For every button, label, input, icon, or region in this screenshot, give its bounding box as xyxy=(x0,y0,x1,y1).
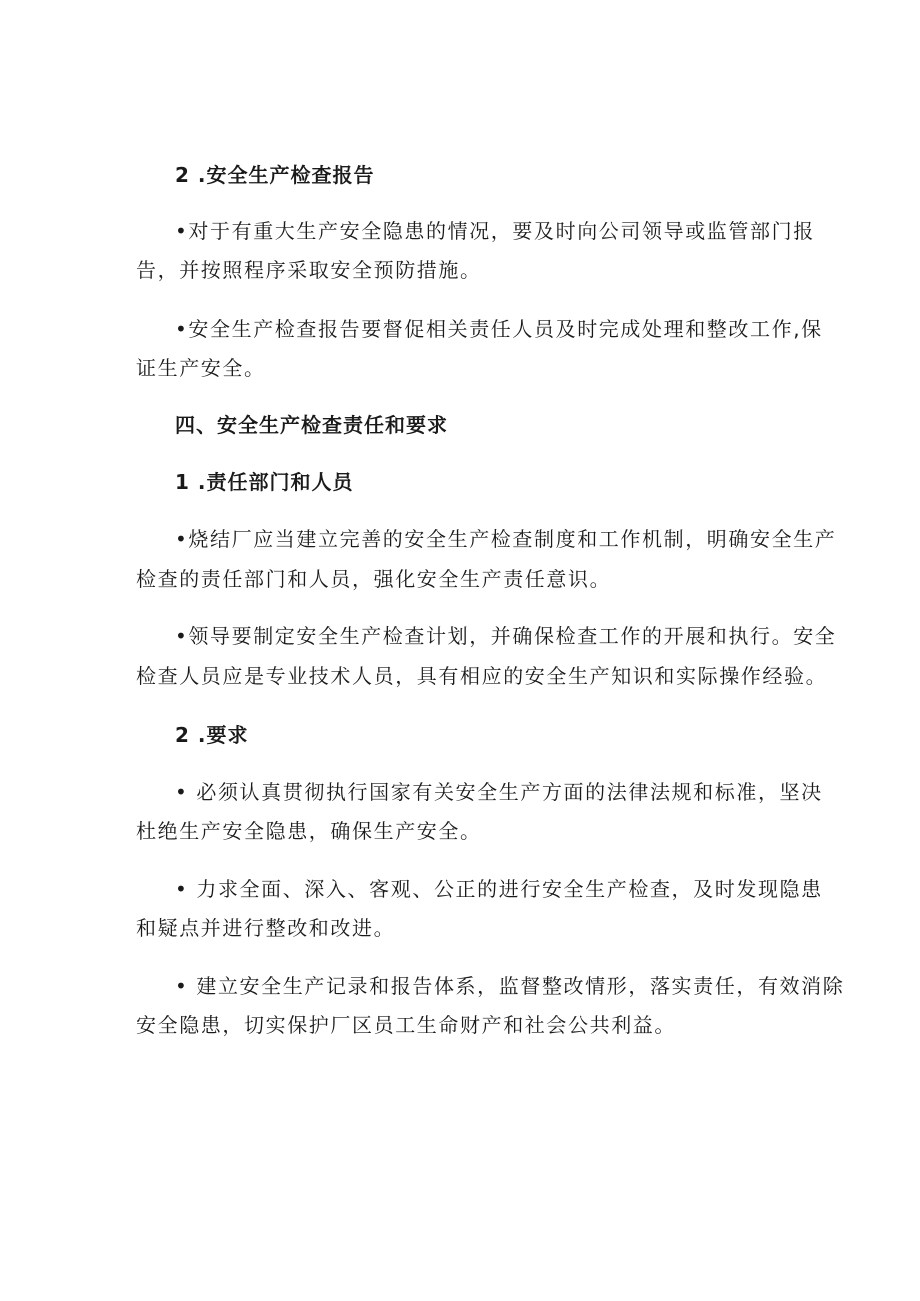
bullet-major-hazard-reporting-line-2: 告，并按照程序采取安全预防措施。 xyxy=(136,258,482,282)
bullet-recording-system-line-2: 安全隐患，切实保护厂区员工生命财产和社会公共利益。 xyxy=(136,1013,676,1037)
subsection-heading-responsible-departments: 1 .责任部门和人员 xyxy=(175,470,354,494)
bullet-major-hazard-reporting-line-1: •对于有重大生产安全隐患的情况，要及时向公司领导或监管部门报 xyxy=(175,219,815,243)
bullet-report-supervision-line-2: 证生产安全。 xyxy=(136,356,266,380)
bullet-comply-with-laws-line-1: • 必须认真贯彻执行国家有关安全生产方面的法律法规和标准，坚决 xyxy=(175,780,823,804)
bullet-inspection-system-line-1: •烧结厂应当建立完善的安全生产检查制度和工作机制，明确安全生产 xyxy=(175,527,837,551)
bullet-inspection-plan-line-1: •领导要制定安全生产检查计划，并确保检查工作的开展和执行。安全 xyxy=(175,624,837,648)
bullet-thorough-inspection-line-1: • 力求全面、深入、客观、公正的进行安全生产检查，及时发现隐患 xyxy=(175,877,823,901)
bullet-inspection-system-line-2: 检查的责任部门和人员，强化安全生产责任意识。 xyxy=(136,567,612,591)
bullet-report-supervision-line-1: •安全生产检查报告要督促相关责任人员及时完成处理和整改工作,保 xyxy=(175,317,823,341)
bullet-recording-system-line-1: • 建立安全生产记录和报告体系，监督整改情形，落实责任，有效消除 xyxy=(175,974,845,998)
section-heading-responsibility-and-requirements: 四、安全生产检查责任和要求 xyxy=(175,413,448,437)
subsection-heading-requirements: 2 .要求 xyxy=(175,723,249,747)
bullet-inspection-plan-line-2: 检查人员应是专业技术人员，具有相应的安全生产知识和实际操作经验。 xyxy=(136,664,828,688)
bullet-thorough-inspection-line-2: 和疑点并进行整改和改进。 xyxy=(136,916,396,940)
section-heading-safety-inspection-report: 2 .安全生产检查报告 xyxy=(175,163,375,187)
bullet-comply-with-laws-line-2: 杜绝生产安全隐患，确保生产安全。 xyxy=(136,819,482,843)
